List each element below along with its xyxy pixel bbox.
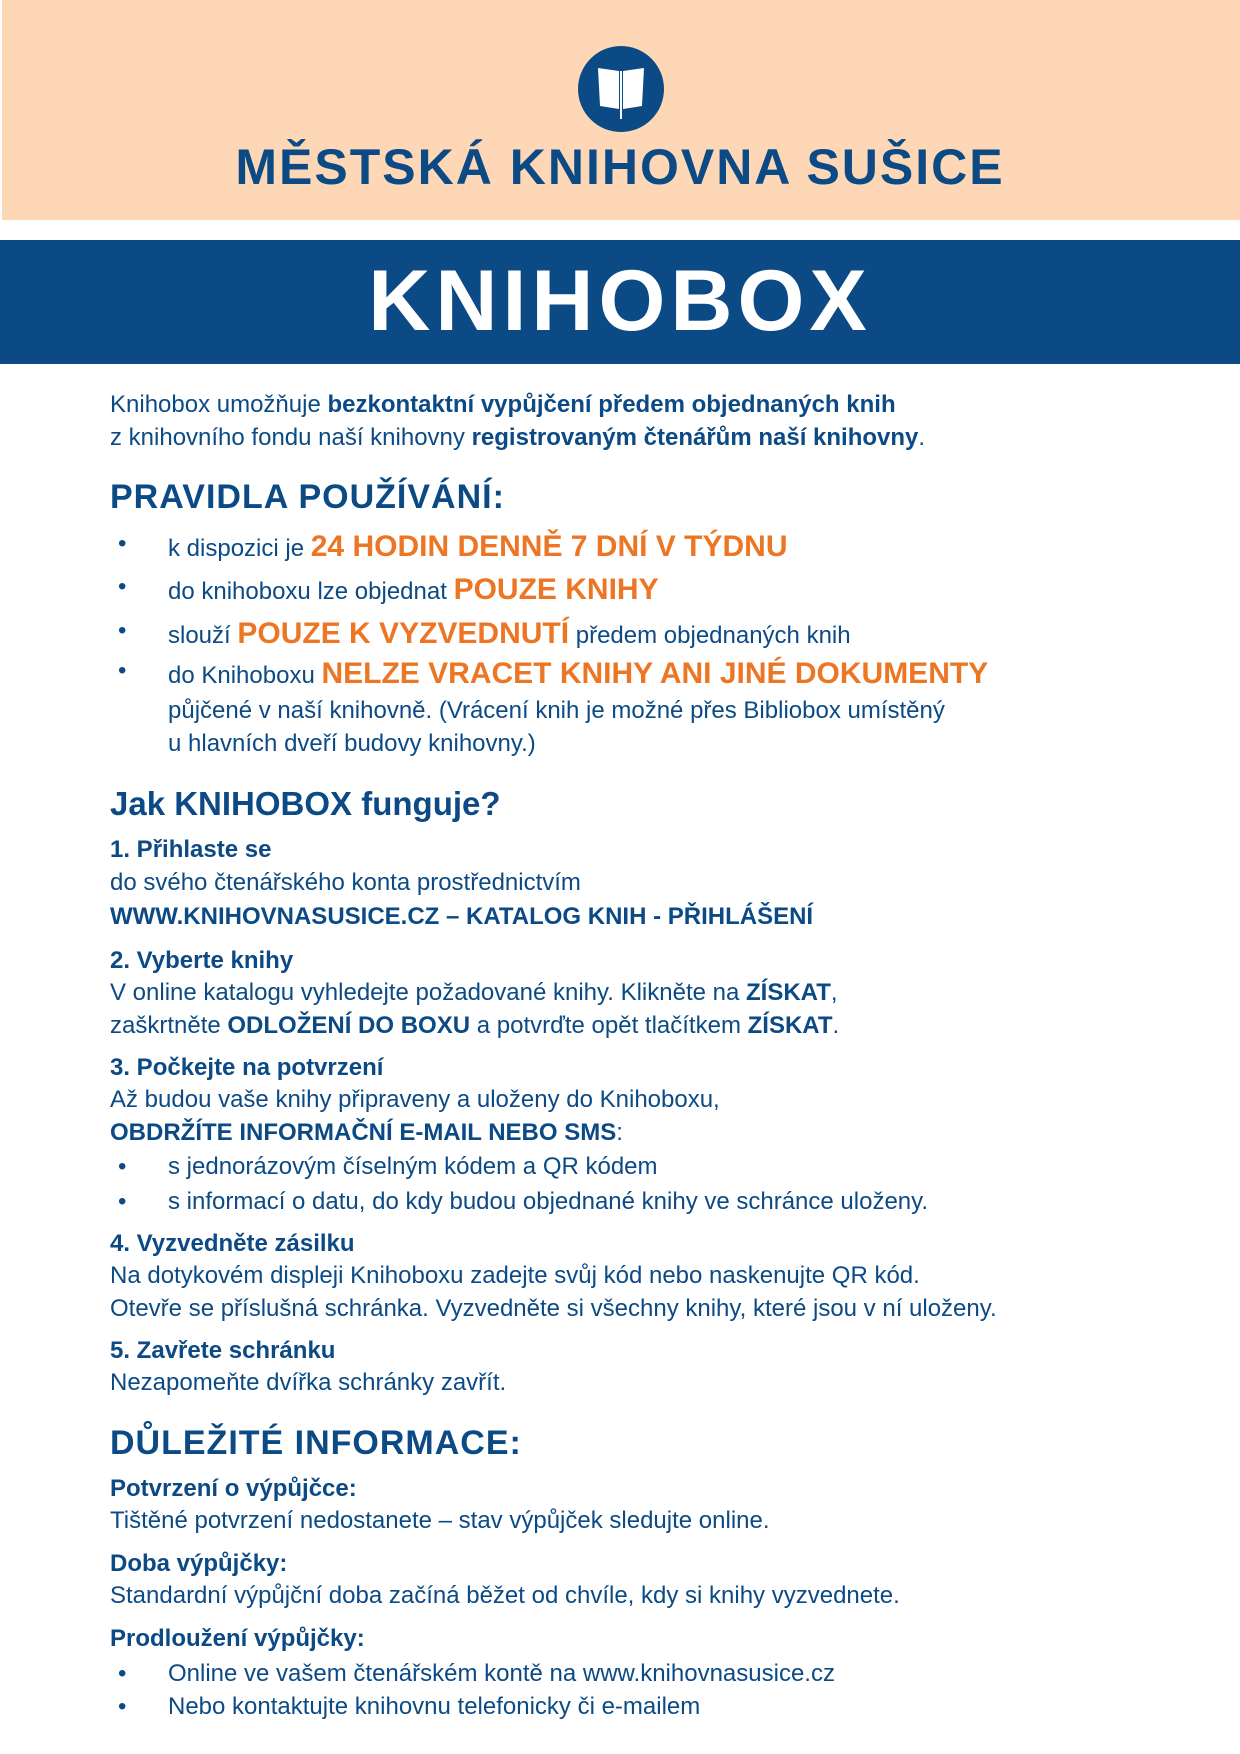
step-title: 2. Vyberte knihy: [110, 947, 294, 974]
step-text-part: zaškrtněte: [110, 1012, 228, 1039]
catalog-link[interactable]: WWW.KNIHOVNASUSICE.CZ – KATALOG KNIH - PŘIHLÁŠENÍ: [110, 903, 814, 930]
how-heading: Jak KNIHOBOX funguje?: [110, 785, 501, 822]
rule-text: předem objednaných knih: [569, 622, 851, 649]
step-text: [110, 976, 838, 1010]
rule-continuation: půjčené v naší knihovně. (Vrácení knih je možné přes Bibliobox umístěný: [168, 697, 945, 724]
bullet-icon: •: [118, 573, 127, 600]
step-text: do svého čtenářského konta prostřednictvím: [110, 869, 581, 896]
rule-text: slouží: [168, 622, 238, 649]
intro-text: Knihobox umožňuje: [110, 391, 328, 418]
intro-text: .: [918, 424, 926, 451]
info-subheading: Doba výpůjčky:: [110, 1550, 288, 1577]
rule-text: do Knihoboxu: [168, 662, 322, 689]
info-subheading: Prodloužení výpůjčky:: [110, 1625, 365, 1652]
step-title: 3. Počkejte na potvrzení: [110, 1054, 384, 1081]
step-title: 5. Zavřete schránku: [110, 1337, 336, 1364]
bullet-text: s informací o datu, do kdy budou objednané knihy ve schránce uloženy.: [168, 1188, 929, 1215]
step-emphasis: ODLOŽENÍ DO BOXU: [227, 1012, 471, 1039]
rules-heading: PRAVIDLA POUŽÍVÁNÍ:: [110, 478, 505, 516]
bullet-icon: •: [118, 1188, 127, 1215]
info-heading: DŮLEŽITÉ INFORMACE:: [110, 1424, 522, 1462]
rule-continuation: u hlavních dveří budovy knihovny.): [168, 730, 536, 757]
bullet-text: s jednorázovým číselným kódem a QR kódem: [168, 1153, 658, 1180]
step-text-part: ,: [830, 979, 838, 1006]
bullet-text: Online ve vašem čtenářském kontě na www.knihovnasusice.cz: [168, 1660, 835, 1687]
step-text-part: .: [832, 1012, 840, 1039]
intro-line-2: [110, 421, 925, 455]
rule-highlight: NELZE VRACET KNIHY ANI JINÉ DOKUMENTY: [321, 657, 989, 690]
open-book-icon: [578, 46, 664, 132]
page-title: KNIHOBOX: [368, 253, 872, 349]
step-text: Až budou vaše knihy připraveny a uloženy do Knihoboxu,: [110, 1086, 720, 1113]
bullet-icon: •: [118, 1660, 127, 1687]
bullet-icon: •: [118, 1153, 127, 1180]
rule-highlight: POUZE K VYZVEDNUTÍ: [237, 617, 570, 650]
step-text: [110, 1116, 623, 1150]
library-name: MĚSTSKÁ KNIHOVNA SUŠICE: [235, 139, 1005, 195]
step-text: [110, 1009, 839, 1043]
info-subheading: Potvrzení o výpůjčce:: [110, 1475, 357, 1502]
step-text-part: a potvrďte opět tlačítkem: [470, 1012, 748, 1039]
step-emphasis: OBDRŽÍTE INFORMAČNÍ E-MAIL NEBO SMS: [110, 1119, 617, 1146]
intro-line-1: [110, 388, 896, 422]
bullet-icon: •: [118, 617, 127, 644]
bullet-icon: •: [118, 530, 127, 557]
bullet-icon: •: [118, 657, 127, 684]
intro-emphasis: registrovaným čtenářům naší knihovny: [471, 424, 919, 451]
bullet-icon: •: [118, 1693, 127, 1720]
step-text: Na dotykovém displeji Knihoboxu zadejte svůj kód nebo naskenujte QR kód.: [110, 1262, 920, 1289]
step-title: 4. Vyzvedněte zásilku: [110, 1230, 355, 1257]
step-title: 1. Přihlaste se: [110, 836, 272, 863]
rule-highlight: POUZE KNIHY: [453, 573, 659, 606]
bullet-text: Nebo kontaktujte knihovnu telefonicky či e-mailem: [168, 1693, 701, 1720]
step-text-part: :: [616, 1119, 623, 1146]
intro-text: z knihovního fondu naší knihovny: [110, 424, 472, 451]
step-text-part: V online katalogu vyhledejte požadované knihy. Klikněte na: [110, 979, 746, 1006]
step-text: Nezapomeňte dvířka schránky zavřít.: [110, 1369, 507, 1396]
rule-text: do knihoboxu lze objednat: [168, 578, 454, 605]
info-text: Standardní výpůjční doba začíná běžet od chvíle, kdy si knihy vyzvednete.: [110, 1582, 900, 1609]
step-emphasis: ZÍSKAT: [747, 1012, 833, 1039]
step-text: Otevře se příslušná schránka. Vyzvedněte si všechny knihy, které jsou v ní uloženy.: [110, 1295, 997, 1322]
info-text: Tištěné potvrzení nedostanete – stav výpůjček sledujte online.: [110, 1507, 770, 1534]
rule-text: k dispozici je: [168, 535, 311, 562]
intro-emphasis: bezkontaktní vypůjčení předem objednaných knih: [327, 391, 896, 418]
rule-highlight: 24 HODIN DENNĚ 7 DNÍ V TÝDNU: [310, 530, 788, 563]
step-emphasis: ZÍSKAT: [746, 979, 831, 1006]
